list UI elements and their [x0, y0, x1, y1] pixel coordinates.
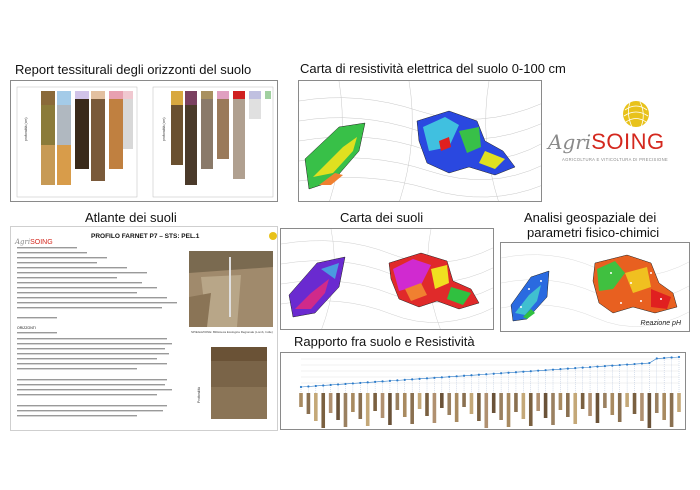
resistivity-point [426, 377, 428, 379]
resistivity-point [470, 374, 472, 376]
svg-text:profondità (cm): profondità (cm) [162, 117, 166, 141]
soil-column [336, 393, 340, 420]
soil-column [403, 393, 407, 417]
resistivity-point [678, 356, 680, 358]
resistivity-point [582, 367, 584, 369]
resistivity-point [389, 380, 391, 382]
resistivity-point [589, 366, 591, 368]
resistivity-point [670, 356, 672, 358]
resistivity-point [433, 377, 435, 379]
resistivity-point [559, 368, 561, 370]
atlas-doc-heading: PROFILO FARNET P7 – STS: PEL.1 [91, 233, 200, 240]
soil-map-panel [280, 228, 494, 330]
resistivity-point [322, 384, 324, 386]
soil-column [358, 393, 362, 419]
soil-column [522, 393, 526, 419]
soil-column [670, 393, 674, 427]
soil-column [633, 393, 637, 414]
svg-text:profondità (cm): profondità (cm) [24, 117, 28, 141]
logo-name: SOING [591, 129, 665, 154]
resistivity-point [352, 382, 354, 384]
resistivity-point [359, 382, 361, 384]
geo-caption: Reazione pH [640, 320, 681, 327]
soil-column [559, 393, 563, 410]
soil-column [677, 393, 681, 412]
resistivity-point [493, 373, 495, 375]
soil-horizon-report-panel [10, 80, 278, 202]
soil-column [425, 393, 429, 416]
soil-column [573, 393, 577, 424]
soil-column [455, 393, 459, 422]
resistivity-point [381, 380, 383, 382]
resistivity-point [478, 374, 480, 376]
atlas-section-label: ORIZZONTI [17, 326, 36, 330]
soil-column [492, 393, 496, 413]
soil-column [551, 393, 555, 425]
atlas-title: Atlante dei suoli [85, 210, 177, 225]
atlas-logo-name: SOING [30, 239, 53, 246]
resistivity-point [456, 375, 458, 377]
resistivity-point [448, 376, 450, 378]
resistivity-point [574, 367, 576, 369]
soil-column [588, 393, 592, 416]
soil-column [470, 393, 474, 414]
soil-column [396, 393, 400, 410]
soil-column [662, 393, 666, 420]
soil-resistivity-panel [280, 352, 686, 430]
soil-column [366, 393, 370, 426]
soil-map-title: Carta dei suoli [340, 210, 424, 225]
soil-column [433, 393, 437, 423]
resistivity-point [337, 383, 339, 385]
soil-column [440, 393, 444, 408]
resistivity-point [396, 379, 398, 381]
soil-column [314, 393, 318, 421]
soil-column [299, 393, 303, 407]
resistivity-point [663, 357, 665, 359]
soil-resistivity-chart [281, 353, 686, 430]
soil-column [373, 393, 377, 411]
soil-column [618, 393, 622, 422]
soil-column [447, 393, 451, 415]
soil-column [544, 393, 548, 418]
soil-column [477, 393, 481, 421]
geo-analysis-panel [500, 242, 690, 332]
resistivity-point [611, 364, 613, 366]
logo-tagline: AGRICOLTURA E VITICOLTURA DI PRECISIONE [562, 157, 669, 162]
soil-column [596, 393, 600, 423]
soil-column [625, 393, 629, 407]
resistivity-point [567, 368, 569, 370]
soil-column [307, 393, 311, 414]
soil-column [344, 393, 348, 427]
resistivity-point [626, 363, 628, 365]
soil-column [514, 393, 518, 412]
resistivity-point [544, 369, 546, 371]
soil-column [581, 393, 585, 409]
soil-column [321, 393, 325, 428]
resistivity-point [404, 379, 406, 381]
soil-column [566, 393, 570, 417]
resistivity-point [537, 370, 539, 372]
soil-column [499, 393, 503, 420]
resistivity-title: Carta di resistività elettrica del suolo 0-100 cm [300, 61, 566, 76]
soil-column [418, 393, 422, 409]
resistivity-point [619, 364, 621, 366]
atlas-photo-caption: SPIEGAZIONE: Biblioteca Ecologica Regionale (Lomb, Indie) [191, 330, 273, 334]
soil-column [529, 393, 533, 426]
soil-column [410, 393, 414, 424]
soil-atlas-doc-panel [10, 226, 278, 431]
geo-analysis-title-2: parametri fisico-chimici [527, 225, 660, 240]
resistivity-point [552, 369, 554, 371]
resistivity-point [596, 366, 598, 368]
resistivity-point [648, 362, 650, 364]
resistivity-point [641, 362, 643, 364]
resistivity-point [485, 373, 487, 375]
resistivity-point [374, 381, 376, 383]
resistivity-point [500, 372, 502, 374]
resistivity-point [656, 357, 658, 359]
resistivity-point [300, 386, 302, 388]
soil-column [351, 393, 355, 412]
soil-column [655, 393, 659, 413]
resistivity-map-panel [298, 80, 542, 202]
resistivity-point [522, 371, 524, 373]
resistivity-point [315, 385, 317, 387]
soil-column [603, 393, 607, 408]
soil-column [640, 393, 644, 421]
resistivity-point [507, 372, 509, 374]
soil-column [507, 393, 511, 427]
resistivity-point [367, 381, 369, 383]
soil-column [329, 393, 333, 413]
soil-column [381, 393, 385, 418]
report-title: Report tessiturali degli orizzonti del suolo [15, 62, 252, 77]
agrisoing-logo [548, 100, 688, 175]
resistivity-point [330, 384, 332, 386]
logo-prefix: Agri [548, 130, 592, 154]
soil-column [388, 393, 392, 425]
soil-column [536, 393, 540, 411]
resistivity-point [633, 363, 635, 365]
resistivity-point [411, 378, 413, 380]
soil-column [462, 393, 466, 407]
resistivity-point [604, 365, 606, 367]
atlas-logo-prefix: Agri [15, 238, 31, 246]
resistivity-point [307, 385, 309, 387]
geo-analysis-title-1: Analisi geospaziale dei [524, 210, 657, 225]
resistivity-point [463, 375, 465, 377]
resistivity-point [344, 383, 346, 385]
svg-text:Profondità: Profondità [197, 387, 201, 403]
resistivity-point [515, 371, 517, 373]
soil-column [484, 393, 488, 428]
soil-column [610, 393, 614, 415]
resistivity-point [441, 376, 443, 378]
soil-column [648, 393, 652, 428]
resistivity-point [418, 378, 420, 380]
resistivity-point [530, 370, 532, 372]
relation-title: Rapporto fra suolo e Resistività [294, 334, 475, 349]
